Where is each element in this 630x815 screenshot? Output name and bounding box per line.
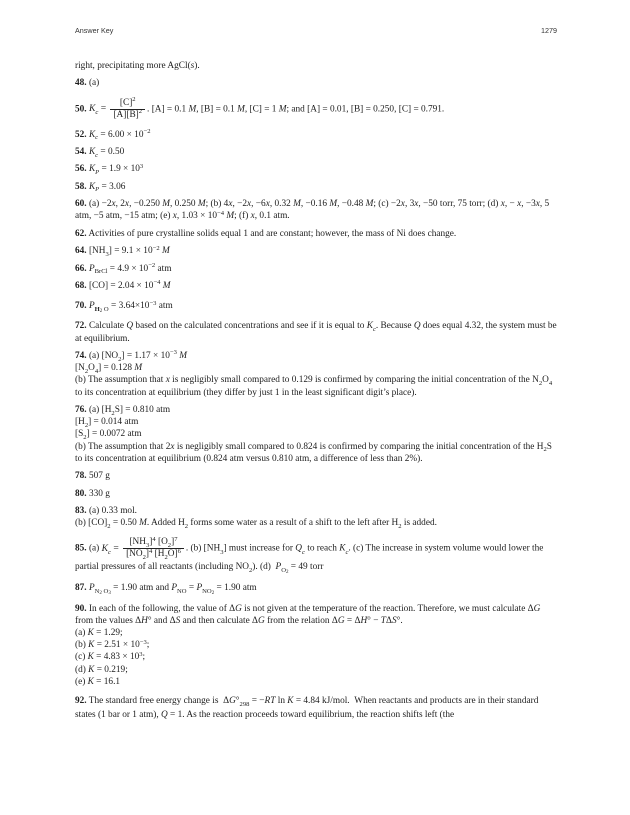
page-number: 1279 [541, 26, 557, 35]
answer-62: 62. Activities of pure crystalline solids equal 1 and are constant; however, the mass of Ni does change. [75, 228, 457, 239]
answer-prev: right, precipitating more AgCl(s). [75, 61, 200, 71]
kc-fraction: $\frac{[C]^2}{[A][B]^2}$ [110, 98, 145, 121]
answer-83: 83. (a) 0.33 mol. (b) $[CO]_2 = 0.50$ M. Added $H_2$ forms some water as a result of a shift to the left after $H_2$ is added. [75, 505, 437, 530]
answer-74: 74. (a) $[NO_2] = 1.17 \times 10^{-3}$ M $[N_2O_4] = 0.128$ M (b) The assumption that x is negligibly small compared to 0.129 is confirmed by comparing the initial concentration of the $N_2O_4$ to its concentration at equilibrium (they differ by just 1 in the least significant digit’s place). [75, 349, 553, 398]
answer-list [75, 60, 557, 727]
answer-70: 70. $P_{H_2 O} = 3.64\times 10^{-3}$ atm [75, 299, 173, 314]
answer-90: 90. In each of the following, the value of ΔG is not given at the temperature of the reaction. Therefore, we must calculate ΔG from the values ΔH° and ΔS and then calculate ΔG from the relation ΔG = ΔH° − TΔS°. (a) K = 1.29; (b) $K = 2.51 \times 10^{-3}$; (c) $K = 4.83 \times 10^3$; (d) K = 0.219; (e) K = 16.1 [75, 603, 541, 687]
answer-58: 58. $K_P = 3.06$ [75, 181, 126, 194]
answer-48: 48. (a) [75, 78, 100, 89]
answer-68: 68. $[CO] = 2.04 \times 10^{-4}$ M [75, 279, 171, 291]
answer-78: 78. 507 g [75, 471, 110, 482]
answer-54: 54. $K_c = 0.50$ [75, 146, 125, 159]
answer-87: 87. $P_{N_2 O_3} = 1.90$ atm and $P_{NO} = P_{NO_2} = 1.90$ atm [75, 583, 257, 596]
answer-56: 56. $K_P = 1.9 \times 10^3$ [75, 162, 144, 176]
answer-52: 52. $K_c = 6.00 \times 10^{-2}$ [75, 128, 151, 142]
answer-72: 72. Calculate Q based on the calculated concentrations and see if it is equal to $K_c$. Because Q does equal 4.32, the system must be at equilibrium. [75, 321, 557, 344]
answer-76: 76. (a) $[H_2S] = 0.810$ atm $[H_2] = 0.014$ atm $[S_2] = 0.0072$ atm (b) The assumption that 2x is negligibly small compared to 0.824 is confirmed by comparing the initial concentration of the $H_2S$ to its concentration at equilibrium (0.824 atm versus 0.810 atm, a difference of less than 2%). [75, 404, 552, 464]
answer-92: 92. The standard free energy change is $\Delta G^\circ_{298} = -RT$ ln K = 4.84 kJ/mol. When reactants and products are in their standard states (1 bar or 1 atm), Q = 1. As the reaction proceeds toward equilibrium, the reaction shifts left (the [75, 695, 539, 720]
answer-60: 60. (a) −2x, 2x, −0.250 M, 0.250 M; (b) 4x, −2x, −6x, 0.32 M, −0.16 M, −0.48 M; (c) −2x, 3x, −50 torr, 75 torr; (d) x, − x, −3x, 5 atm, −5 atm, −15 atm; (e) x, $1.03 \times 10^{-4}$ M; (f) x, 0.1 atm. [75, 199, 550, 222]
answer-66: 66. $P_{BrCl} = 4.9 \times 10^{-2}$ atm [75, 261, 172, 276]
answer-85: 85. (a) $K_c$ = $\frac{[NH_3]^4 [O_2]^7}{[NO_2]^4 [H_2O]^6}$ . (b) $[NH_3]$ must increase for $Q_c$ to reach $K_c$. (c) The increase in system volume would lower the partial pressures of all reactants (including $NO_2$). (d) $P_{O_2} = 49$ torr [75, 535, 544, 575]
answer-number: 48. [75, 78, 87, 89]
answer-50: 50. $K_c$ = $\frac{[C]^2}{[A][B]^2}$ . [A] = 0.1 M, [B] = 0.1 M, [C] = 1 M; and [A] = 0.01, [B] = 0.250, [C] = 0.791. [75, 96, 445, 120]
header-left: Answer Key [75, 26, 114, 35]
answer-64: 64. $[NH_3] = 9.1 \times 10^{-2}$ M [75, 244, 170, 258]
answer-80: 80. 330 g [75, 488, 110, 499]
kc-fraction-85: $\frac{[NH_3]^4 [O_2]^7}{[NO_2]^4 [H_2O]^6}$ [123, 537, 184, 560]
